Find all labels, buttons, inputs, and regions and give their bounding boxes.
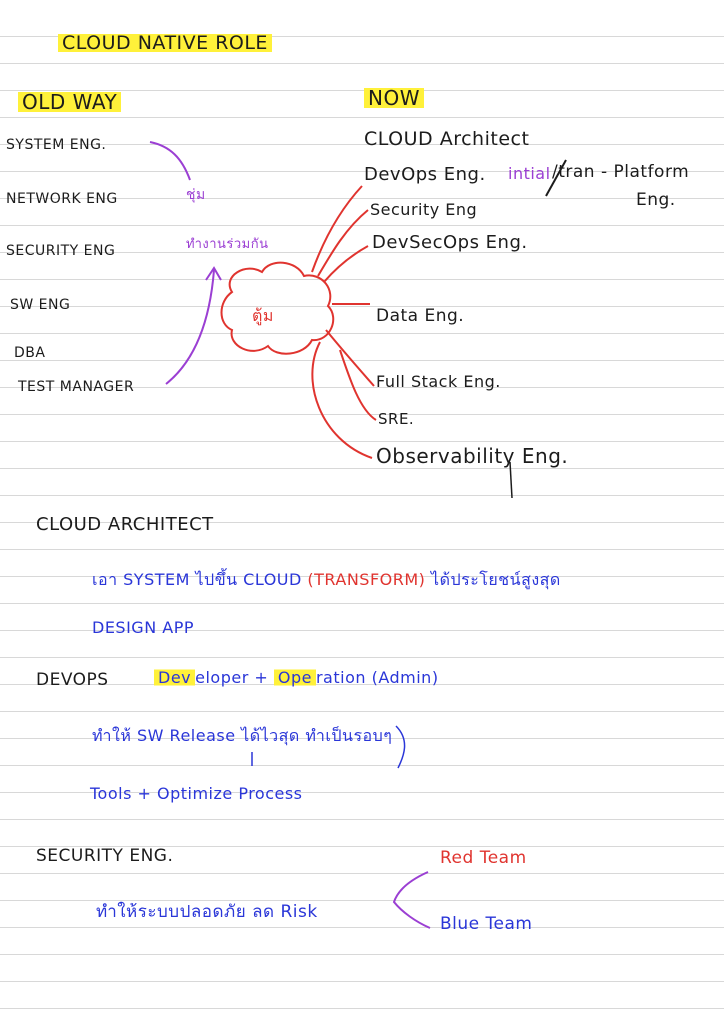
spoke-devops (312, 186, 362, 272)
cloud-icon (222, 263, 334, 354)
old-item-sw-eng: SW ENG (10, 297, 71, 313)
annotation-group: ชุ่ม (186, 187, 206, 203)
devops-line-2: ทำให้ SW Release ได้ไวสุด ทำเป็นรอบๆ (92, 726, 393, 745)
purple-arrowhead (206, 268, 221, 280)
red-team-label: Red Team (440, 848, 527, 868)
section-devops-heading: DEVOPS (36, 670, 109, 690)
old-item-security-eng: SECURITY ENG (6, 243, 116, 259)
release-tail (396, 726, 405, 768)
devops-note-platform: /tran - Platform (552, 162, 690, 182)
cloud-label: ตู้ม (252, 306, 274, 325)
section-cloud-architect-heading: CLOUD ARCHITECT (36, 514, 214, 535)
devops-note-initial: intial (508, 164, 551, 183)
devops-definition: Dev eloper + Ope ration (Admin) (154, 670, 439, 686)
spoke-security (318, 210, 368, 276)
purple-arrow-bottom (166, 270, 214, 384)
old-way-heading: OLD WAY (18, 92, 121, 112)
annotation-work-together: ทำงานร่วมกัน (186, 237, 269, 252)
spoke-fullstack (326, 330, 374, 386)
security-line-1: ทำให้ระบบปลอดภัย ลด Risk (96, 902, 318, 922)
purple-arrow-top (150, 142, 190, 180)
old-item-test-manager: TEST MANAGER (18, 379, 135, 395)
cloud-architect-line-1: เอา SYSTEM ไปขึ้น CLOUD (TRANSFORM) ได้ประโยชน์สูงสุด (92, 570, 561, 589)
old-item-dba: DBA (14, 345, 46, 361)
blue-team-label: Blue Team (440, 914, 533, 934)
spoke-sre-observability (312, 342, 372, 458)
now-item-observability-eng: Observability Eng. (376, 444, 569, 468)
team-bracket (394, 872, 430, 928)
old-item-network-eng: NETWORK ENG (6, 191, 118, 207)
now-heading: NOW (364, 88, 424, 108)
now-item-sre: SRE. (378, 410, 415, 428)
now-item-full-stack-eng: Full Stack Eng. (376, 372, 501, 391)
page-title: CLOUD NATIVE ROLE (58, 34, 272, 53)
cloud-architect-line-2: DESIGN APP (92, 618, 194, 637)
old-item-system-eng: SYSTEM ENG. (6, 137, 107, 153)
spoke-devsecops (324, 246, 368, 282)
section-security-heading: SECURITY ENG. (36, 846, 174, 866)
now-item-security-eng: Security Eng (370, 200, 478, 219)
now-item-devsecops-eng: DevSecOps Eng. (372, 232, 528, 253)
now-item-cloud-architect: CLOUD Architect (364, 128, 530, 150)
now-item-devops-eng: DevOps Eng. (364, 164, 486, 185)
devops-line-3: Tools + Optimize Process (90, 784, 303, 803)
now-item-data-eng: Data Eng. (376, 306, 465, 326)
spoke-sre (340, 350, 376, 420)
devops-note-platform-eng: Eng. (636, 190, 676, 210)
